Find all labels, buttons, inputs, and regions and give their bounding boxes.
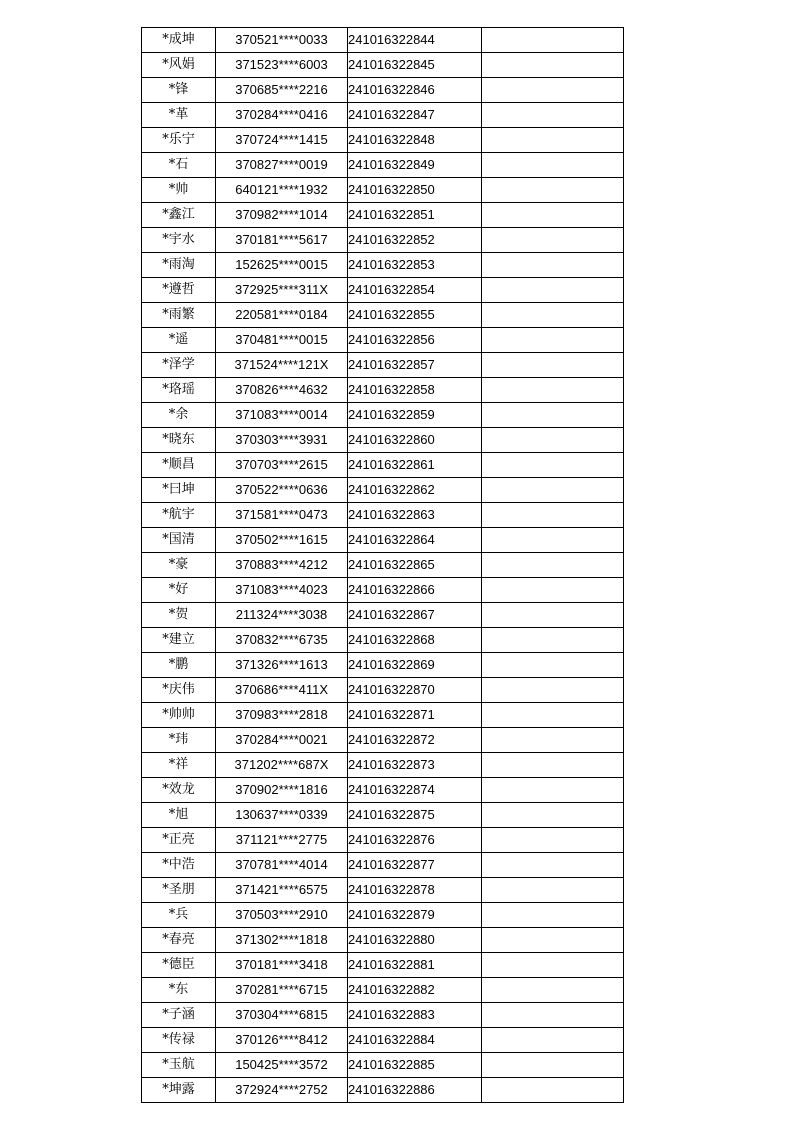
candidate-name-cell: *革: [142, 103, 216, 128]
note-cell: [482, 278, 624, 303]
ticket-number-cell: 241016322886: [348, 1078, 482, 1103]
candidate-name-cell: *雨淘: [142, 253, 216, 278]
ticket-number-cell: 241016322862: [348, 478, 482, 503]
ticket-number-cell: 241016322880: [348, 928, 482, 953]
id-number-cell: 371421****6575: [216, 878, 348, 903]
ticket-number-cell: 241016322848: [348, 128, 482, 153]
table-row: [142, 353, 624, 378]
note-cell: [482, 478, 624, 503]
id-number-cell: 370686****411X: [216, 678, 348, 703]
id-number-cell: 370983****2818: [216, 703, 348, 728]
note-cell: [482, 428, 624, 453]
ticket-number-cell: 241016322871: [348, 703, 482, 728]
id-number-cell: 370832****6735: [216, 628, 348, 653]
candidate-name-cell: *效龙: [142, 778, 216, 803]
candidate-name-cell: *鹏: [142, 653, 216, 678]
ticket-number-cell: 241016322878: [348, 878, 482, 903]
table-row: [142, 78, 624, 103]
note-cell: [482, 1053, 624, 1078]
table-row: [142, 503, 624, 528]
ticket-number-cell: 241016322858: [348, 378, 482, 403]
table-row: [142, 1053, 624, 1078]
candidate-name-cell: *国清: [142, 528, 216, 553]
candidate-name-cell: *贺: [142, 603, 216, 628]
id-number-cell: 371121****2775: [216, 828, 348, 853]
roster-sheet: [141, 27, 623, 1103]
candidate-name-cell: *好: [142, 578, 216, 603]
id-number-cell: 371083****0014: [216, 403, 348, 428]
note-cell: [482, 753, 624, 778]
ticket-number-cell: 241016322865: [348, 553, 482, 578]
table-row: [142, 953, 624, 978]
ticket-number-cell: 241016322859: [348, 403, 482, 428]
ticket-number-cell: 241016322881: [348, 953, 482, 978]
id-number-cell: 370703****2615: [216, 453, 348, 478]
roster-table: [141, 27, 624, 1103]
note-cell: [482, 603, 624, 628]
table-row: [142, 978, 624, 1003]
id-number-cell: 371083****4023: [216, 578, 348, 603]
candidate-name-cell: *乐宁: [142, 128, 216, 153]
note-cell: [482, 78, 624, 103]
id-number-cell: 370181****5617: [216, 228, 348, 253]
note-cell: [482, 403, 624, 428]
ticket-number-cell: 241016322868: [348, 628, 482, 653]
table-row: [142, 703, 624, 728]
id-number-cell: 370781****4014: [216, 853, 348, 878]
candidate-name-cell: *建立: [142, 628, 216, 653]
candidate-name-cell: *曰坤: [142, 478, 216, 503]
candidate-name-cell: *圣朋: [142, 878, 216, 903]
note-cell: [482, 1028, 624, 1053]
note-cell: [482, 253, 624, 278]
note-cell: [482, 53, 624, 78]
table-row: [142, 1028, 624, 1053]
table-row: [142, 903, 624, 928]
table-row: [142, 53, 624, 78]
id-number-cell: 370883****4212: [216, 553, 348, 578]
id-number-cell: 370303****3931: [216, 428, 348, 453]
id-number-cell: 370521****0033: [216, 28, 348, 53]
note-cell: [482, 203, 624, 228]
id-number-cell: 371326****1613: [216, 653, 348, 678]
ticket-number-cell: 241016322869: [348, 653, 482, 678]
table-row: [142, 578, 624, 603]
ticket-number-cell: 241016322861: [348, 453, 482, 478]
ticket-number-cell: 241016322873: [348, 753, 482, 778]
note-cell: [482, 728, 624, 753]
candidate-name-cell: *春亮: [142, 928, 216, 953]
note-cell: [482, 703, 624, 728]
ticket-number-cell: 241016322867: [348, 603, 482, 628]
note-cell: [482, 1003, 624, 1028]
note-cell: [482, 853, 624, 878]
note-cell: [482, 928, 624, 953]
candidate-name-cell: *航宇: [142, 503, 216, 528]
candidate-name-cell: *东: [142, 978, 216, 1003]
note-cell: [482, 503, 624, 528]
table-row: [142, 403, 624, 428]
candidate-name-cell: *庆伟: [142, 678, 216, 703]
note-cell: [482, 953, 624, 978]
candidate-name-cell: *锋: [142, 78, 216, 103]
candidate-name-cell: *豪: [142, 553, 216, 578]
id-number-cell: 370685****2216: [216, 78, 348, 103]
candidate-name-cell: *雨繁: [142, 303, 216, 328]
table-row: [142, 428, 624, 453]
candidate-name-cell: *晓东: [142, 428, 216, 453]
id-number-cell: 370304****6815: [216, 1003, 348, 1028]
candidate-name-cell: *宇水: [142, 228, 216, 253]
candidate-name-cell: *遵哲: [142, 278, 216, 303]
note-cell: [482, 128, 624, 153]
ticket-number-cell: 241016322850: [348, 178, 482, 203]
table-row: [142, 128, 624, 153]
note-cell: [482, 803, 624, 828]
candidate-name-cell: *风娟: [142, 53, 216, 78]
id-number-cell: 640121****1932: [216, 178, 348, 203]
ticket-number-cell: 241016322854: [348, 278, 482, 303]
candidate-name-cell: *德臣: [142, 953, 216, 978]
ticket-number-cell: 241016322864: [348, 528, 482, 553]
ticket-number-cell: 241016322870: [348, 678, 482, 703]
note-cell: [482, 778, 624, 803]
table-row: [142, 453, 624, 478]
ticket-number-cell: 241016322860: [348, 428, 482, 453]
candidate-name-cell: *中浩: [142, 853, 216, 878]
table-row: [142, 803, 624, 828]
id-number-cell: 211324****3038: [216, 603, 348, 628]
table-row: [142, 553, 624, 578]
id-number-cell: 370826****4632: [216, 378, 348, 403]
ticket-number-cell: 241016322863: [348, 503, 482, 528]
ticket-number-cell: 241016322885: [348, 1053, 482, 1078]
ticket-number-cell: 241016322874: [348, 778, 482, 803]
note-cell: [482, 353, 624, 378]
id-number-cell: 372924****2752: [216, 1078, 348, 1103]
candidate-name-cell: *旭: [142, 803, 216, 828]
candidate-name-cell: *玉航: [142, 1053, 216, 1078]
table-row: [142, 1078, 624, 1103]
ticket-number-cell: 241016322856: [348, 328, 482, 353]
table-row: [142, 853, 624, 878]
table-row: [142, 178, 624, 203]
id-number-cell: 372925****311X: [216, 278, 348, 303]
candidate-name-cell: *玮: [142, 728, 216, 753]
id-number-cell: 370522****0636: [216, 478, 348, 503]
table-row: [142, 753, 624, 778]
table-row: [142, 378, 624, 403]
ticket-number-cell: 241016322851: [348, 203, 482, 228]
note-cell: [482, 903, 624, 928]
candidate-name-cell: *石: [142, 153, 216, 178]
ticket-number-cell: 241016322877: [348, 853, 482, 878]
id-number-cell: 371581****0473: [216, 503, 348, 528]
note-cell: [482, 578, 624, 603]
note-cell: [482, 178, 624, 203]
note-cell: [482, 28, 624, 53]
note-cell: [482, 228, 624, 253]
ticket-number-cell: 241016322876: [348, 828, 482, 853]
table-row: [142, 203, 624, 228]
note-cell: [482, 628, 624, 653]
id-number-cell: 370284****0021: [216, 728, 348, 753]
candidate-name-cell: *珞瑶: [142, 378, 216, 403]
id-number-cell: 370902****1816: [216, 778, 348, 803]
id-number-cell: 371524****121X: [216, 353, 348, 378]
note-cell: [482, 978, 624, 1003]
roster-table-body: [142, 28, 624, 1103]
candidate-name-cell: *顺昌: [142, 453, 216, 478]
candidate-name-cell: *子涵: [142, 1003, 216, 1028]
table-row: [142, 728, 624, 753]
id-number-cell: 152625****0015: [216, 253, 348, 278]
ticket-number-cell: 241016322884: [348, 1028, 482, 1053]
table-row: [142, 103, 624, 128]
table-row: [142, 328, 624, 353]
ticket-number-cell: 241016322872: [348, 728, 482, 753]
ticket-number-cell: 241016322857: [348, 353, 482, 378]
id-number-cell: 370181****3418: [216, 953, 348, 978]
table-row: [142, 528, 624, 553]
id-number-cell: 370827****0019: [216, 153, 348, 178]
candidate-name-cell: *传禄: [142, 1028, 216, 1053]
candidate-name-cell: *兵: [142, 903, 216, 928]
table-row: [142, 878, 624, 903]
table-row: [142, 778, 624, 803]
id-number-cell: 371302****1818: [216, 928, 348, 953]
note-cell: [482, 1078, 624, 1103]
table-row: [142, 28, 624, 53]
table-row: [142, 303, 624, 328]
id-number-cell: 371202****687X: [216, 753, 348, 778]
note-cell: [482, 678, 624, 703]
id-number-cell: 370284****0416: [216, 103, 348, 128]
note-cell: [482, 528, 624, 553]
candidate-name-cell: *坤露: [142, 1078, 216, 1103]
id-number-cell: 370502****1615: [216, 528, 348, 553]
candidate-name-cell: *遥: [142, 328, 216, 353]
ticket-number-cell: 241016322866: [348, 578, 482, 603]
id-number-cell: 370724****1415: [216, 128, 348, 153]
note-cell: [482, 453, 624, 478]
table-row: [142, 828, 624, 853]
id-number-cell: 150425****3572: [216, 1053, 348, 1078]
ticket-number-cell: 241016322853: [348, 253, 482, 278]
id-number-cell: 370982****1014: [216, 203, 348, 228]
ticket-number-cell: 241016322847: [348, 103, 482, 128]
ticket-number-cell: 241016322844: [348, 28, 482, 53]
table-row: [142, 278, 624, 303]
ticket-number-cell: 241016322883: [348, 1003, 482, 1028]
table-row: [142, 478, 624, 503]
table-row: [142, 678, 624, 703]
id-number-cell: 370281****6715: [216, 978, 348, 1003]
note-cell: [482, 303, 624, 328]
id-number-cell: 370503****2910: [216, 903, 348, 928]
ticket-number-cell: 241016322846: [348, 78, 482, 103]
id-number-cell: 371523****6003: [216, 53, 348, 78]
ticket-number-cell: 241016322852: [348, 228, 482, 253]
table-row: [142, 1003, 624, 1028]
note-cell: [482, 553, 624, 578]
candidate-name-cell: *余: [142, 403, 216, 428]
ticket-number-cell: 241016322875: [348, 803, 482, 828]
table-row: [142, 228, 624, 253]
id-number-cell: 370126****8412: [216, 1028, 348, 1053]
note-cell: [482, 878, 624, 903]
note-cell: [482, 378, 624, 403]
note-cell: [482, 153, 624, 178]
ticket-number-cell: 241016322879: [348, 903, 482, 928]
ticket-number-cell: 241016322845: [348, 53, 482, 78]
candidate-name-cell: *成坤: [142, 28, 216, 53]
candidate-name-cell: *泽学: [142, 353, 216, 378]
note-cell: [482, 828, 624, 853]
table-row: [142, 628, 624, 653]
ticket-number-cell: 241016322849: [348, 153, 482, 178]
table-row: [142, 653, 624, 678]
ticket-number-cell: 241016322882: [348, 978, 482, 1003]
note-cell: [482, 328, 624, 353]
candidate-name-cell: *正亮: [142, 828, 216, 853]
id-number-cell: 220581****0184: [216, 303, 348, 328]
candidate-name-cell: *祥: [142, 753, 216, 778]
id-number-cell: 370481****0015: [216, 328, 348, 353]
candidate-name-cell: *帅: [142, 178, 216, 203]
note-cell: [482, 653, 624, 678]
ticket-number-cell: 241016322855: [348, 303, 482, 328]
table-row: [142, 928, 624, 953]
id-number-cell: 130637****0339: [216, 803, 348, 828]
candidate-name-cell: *鑫江: [142, 203, 216, 228]
candidate-name-cell: *帅帅: [142, 703, 216, 728]
table-row: [142, 253, 624, 278]
table-row: [142, 153, 624, 178]
note-cell: [482, 103, 624, 128]
table-row: [142, 603, 624, 628]
